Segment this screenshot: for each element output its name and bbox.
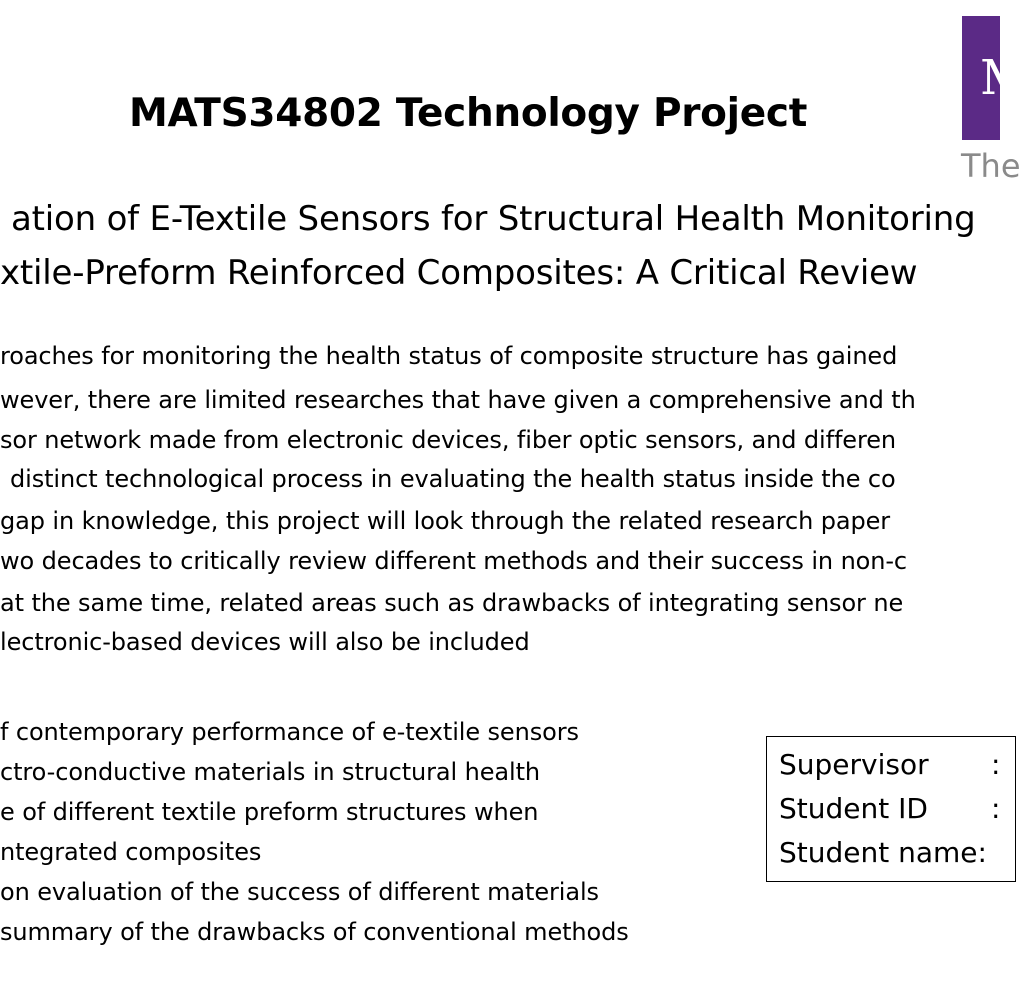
objective-line: on evaluation of the success of different materials <box>0 878 599 906</box>
student-name-row <box>779 835 987 871</box>
supervisor-colon: : <box>991 748 1001 781</box>
objective-line: e of different textile preform structures when <box>0 798 539 826</box>
supervisor-label: Supervisor <box>779 748 929 781</box>
logo-text: The <box>961 147 1021 185</box>
student-id-row <box>779 791 1001 827</box>
abstract-line: gap in knowledge, this project will look through the related research paper <box>0 507 891 535</box>
abstract-line: at the same time, related areas such as drawbacks of integrating sensor ne <box>0 589 904 617</box>
objective-line: ctro-conductive materials in structural health <box>0 758 541 786</box>
supervisor-row <box>779 747 1001 783</box>
page-title: MATS34802 Technology Project <box>128 91 808 136</box>
abstract-line: roaches for monitoring the health status of composite structure has gained <box>0 342 898 370</box>
abstract-line: wever, there are limited researches that have given a comprehensive and th <box>0 386 916 414</box>
objective-line: ntegrated composites <box>0 838 262 866</box>
student-id-colon: : <box>991 792 1001 825</box>
student-name-label: Student name: <box>779 836 987 869</box>
abstract-line: sor network made from electronic devices, fiber optic sensors, and differen <box>0 426 896 454</box>
objective-line: f contemporary performance of e-textile sensors <box>0 718 579 746</box>
abstract-line: wo decades to critically review different methods and their success in non-c <box>0 547 908 575</box>
logo-letter: M <box>980 50 1029 106</box>
university-logo <box>962 16 1029 140</box>
subtitle-line: ation of E-Textile Sensors for Structural Health Monitoring <box>11 199 976 239</box>
student-info-box <box>766 736 1016 882</box>
objective-line: summary of the drawbacks of conventional methods <box>0 918 629 946</box>
abstract-line: lectronic-based devices will also be included <box>0 628 530 656</box>
abstract-line: distinct technological process in evaluating the health status inside the co <box>10 465 896 493</box>
subtitle-line: xtile-Preform Reinforced Composites: A Critical Review <box>0 253 918 293</box>
student-id-label: Student ID <box>779 792 928 825</box>
